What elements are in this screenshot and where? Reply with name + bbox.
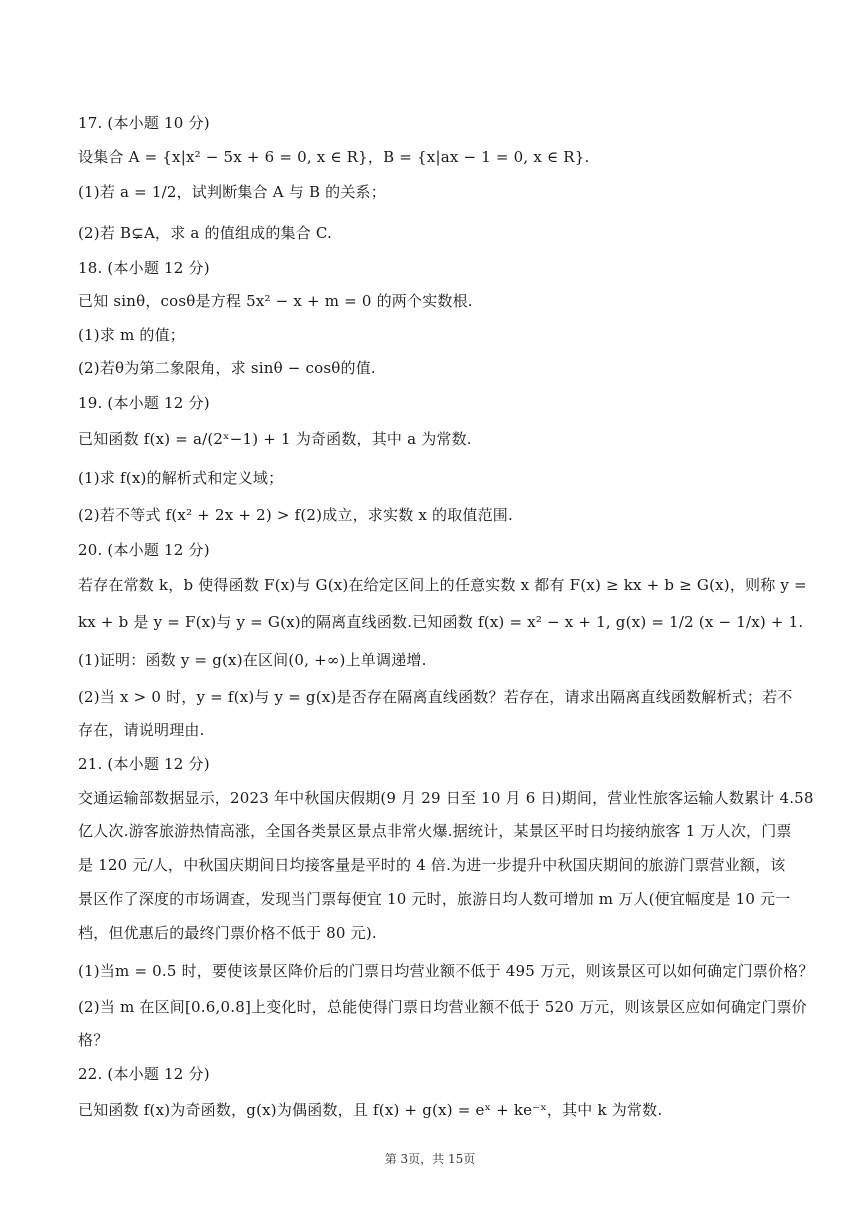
text-line: 已知 sinθ，cosθ是方程 5x² − x + m = 0 的两个实数根. bbox=[78, 292, 473, 310]
text-line: 若存在常数 k，b 使得函数 F(x)与 G(x)在给定区间上的任意实数 x 都有 F(x) ≥ kx + b ≥ G(x)，则称 y = bbox=[78, 576, 807, 594]
text-line: 交通运输部数据显示，2023 年中秋国庆假期(9 月 29 日至 10 月 6 日)期间，营业性旅客运输人数累计 4.58 bbox=[78, 789, 814, 807]
question-heading: 18. (本小题 12 分) bbox=[78, 259, 210, 277]
text-line: (1)若 a = 1/2，试判断集合 A 与 B 的关系； bbox=[78, 183, 386, 201]
text-line: kx + b 是 y = F(x)与 y = G(x)的隔离直线函数.已知函数 f(x) = x² − x + 1, g(x) = 1/2 (x − 1/x) + 1. bbox=[78, 613, 804, 631]
question-heading: 22. (本小题 12 分) bbox=[78, 1065, 210, 1083]
text-line: (2)当 m 在区间[0.6,0.8]上变化时，总能使得门票日均营业额不低于 520 万元，则该景区应如何确定门票价 bbox=[78, 998, 807, 1016]
text-line: 景区作了深度的市场调查，发现当门票每便宜 10 元时，旅游日均人数可增加 m 万人(便宜幅度是 10 元一 bbox=[78, 890, 791, 908]
question-heading: 19. (本小题 12 分) bbox=[78, 394, 210, 412]
question-heading: 21. (本小题 12 分) bbox=[78, 755, 210, 773]
text-line: 设集合 A = {x|x² − 5x + 6 = 0, x ∈ R}，B = {x|ax − 1 = 0, x ∈ R}. bbox=[78, 148, 590, 166]
text-line: (1)当m = 0.5 时，要使该景区降价后的门票日均营业额不低于 495 万元，则该景区可以如何确定门票价格？ bbox=[78, 962, 814, 980]
text-line: (2)若 B⊊A，求 a 的值组成的集合 C. bbox=[78, 224, 332, 242]
text-line: (2)若θ为第二象限角，求 sinθ − cosθ的值. bbox=[78, 359, 376, 377]
text-line: (2)若不等式 f(x² + 2x + 2) > f(2)成立，求实数 x 的取值范围. bbox=[78, 506, 513, 524]
text-line: 已知函数 f(x) = a/(2ˣ−1) + 1 为奇函数，其中 a 为常数. bbox=[78, 430, 472, 448]
text-line: 是 120 元/人，中秋国庆期间日均接客量是平时的 4 倍.为进一步提升中秋国庆期间的旅游门票营业额，该 bbox=[78, 856, 786, 874]
text-line: (1)求 m 的值； bbox=[78, 326, 186, 344]
text-line: 存在，请说明理由. bbox=[78, 721, 205, 739]
text-line: (1)证明：函数 y = g(x)在区间(0, +∞)上单调递增. bbox=[78, 651, 427, 669]
question-heading: 20. (本小题 12 分) bbox=[78, 541, 210, 559]
text-line: 档，但优惠后的最终门票价格不低于 80 元). bbox=[78, 924, 377, 942]
text-line: 亿人次.游客旅游热情高涨，全国各类景区景点非常火爆.据统计，某景区平时日均接纳旅客 1 万人次，门票 bbox=[78, 822, 792, 840]
text-line: 格？ bbox=[78, 1031, 109, 1049]
text-line: (1)求 f(x)的解析式和定义域； bbox=[78, 469, 284, 487]
text-line: (2)当 x > 0 时，y = f(x)与 y = g(x)是否存在隔离直线函数？若存在，请求出隔离直线函数解析式；若不 bbox=[78, 688, 793, 706]
text-line: 已知函数 f(x)为奇函数，g(x)为偶函数，且 f(x) + g(x) = eˣ + ke⁻ˣ，其中 k 为常数. bbox=[78, 1101, 663, 1119]
question-heading: 17. (本小题 10 分) bbox=[78, 114, 210, 132]
page-footer: 第 3页，共 15页 bbox=[384, 1152, 476, 1166]
